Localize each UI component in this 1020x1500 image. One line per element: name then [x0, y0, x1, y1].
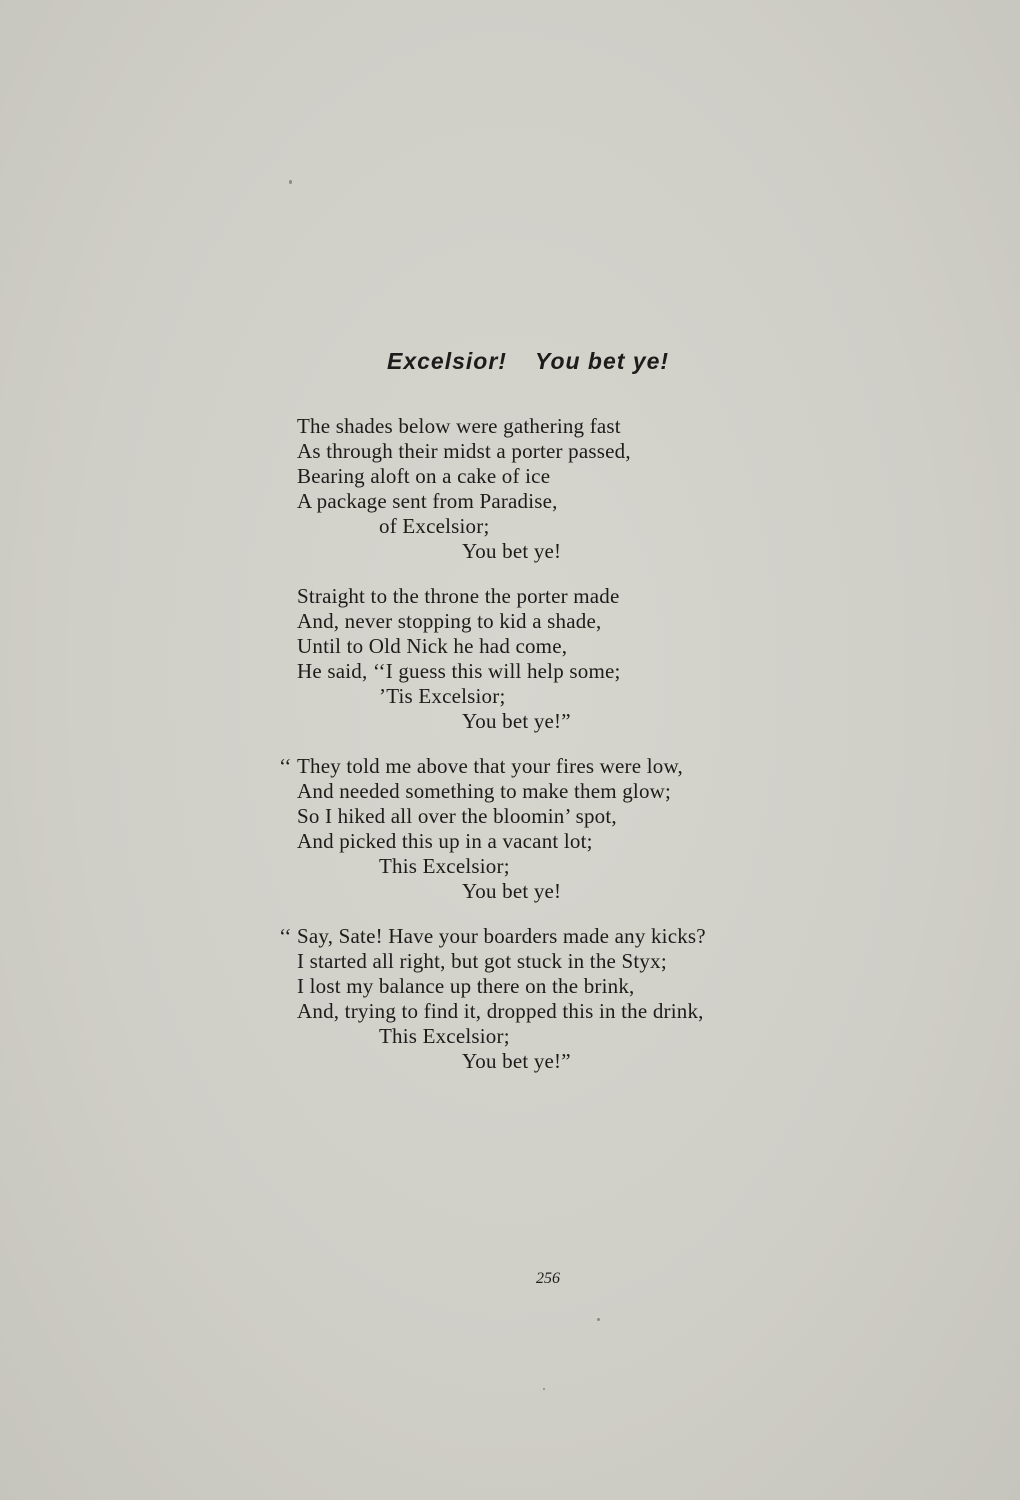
poem-line: So I hiked all over the bloomin’ spot,: [297, 804, 617, 828]
title-part-2: You bet ye!: [534, 348, 670, 374]
refrain-line: You bet ye!: [462, 879, 562, 903]
refrain-line: You bet ye!”: [462, 1049, 571, 1073]
refrain-line: This Excelsior;: [379, 854, 510, 878]
open-quote: ‘‘: [279, 754, 292, 778]
poem-line: I started all right, but got stuck in the Styx;: [297, 949, 667, 973]
refrain-line: You bet ye!”: [462, 709, 571, 733]
paper-speck: [597, 1318, 600, 1321]
poem-line: Straight to the throne the porter made: [297, 584, 620, 608]
paper-speck: [289, 180, 292, 184]
poem-title: [387, 348, 669, 375]
open-quote: ‘‘: [279, 924, 292, 948]
poem-line: The shades below were gathering fast: [297, 414, 621, 438]
poem-line: I lost my balance up there on the brink,: [297, 974, 635, 998]
refrain-line: of Excelsior;: [379, 514, 490, 538]
poem-line: And, trying to find it, dropped this in the drink,: [297, 999, 704, 1023]
paper-speck: [543, 1388, 545, 1390]
poem-line: A package sent from Paradise,: [297, 489, 558, 513]
poem-line: And needed something to make them glow;: [297, 779, 672, 803]
poem-line: They told me above that your fires were low,: [297, 754, 683, 778]
refrain-line: ’Tis Excelsior;: [379, 684, 506, 708]
refrain-line: This Excelsior;: [379, 1024, 510, 1048]
poem-line: He said, ‘‘I guess this will help some;: [297, 659, 621, 683]
page-number: 256: [536, 1270, 560, 1287]
refrain-line: You bet ye!: [462, 539, 562, 563]
poem-line: And, never stopping to kid a shade,: [297, 609, 602, 633]
poem-line: Bearing aloft on a cake of ice: [297, 464, 551, 488]
poem-line: Say, Sate! Have your boarders made any kicks?: [297, 924, 706, 948]
poem-line: As through their midst a porter passed,: [297, 439, 631, 463]
title-part-1: Excelsior!: [387, 348, 507, 374]
poem-line: And picked this up in a vacant lot;: [297, 829, 593, 853]
poem-line: Until to Old Nick he had come,: [297, 634, 568, 658]
